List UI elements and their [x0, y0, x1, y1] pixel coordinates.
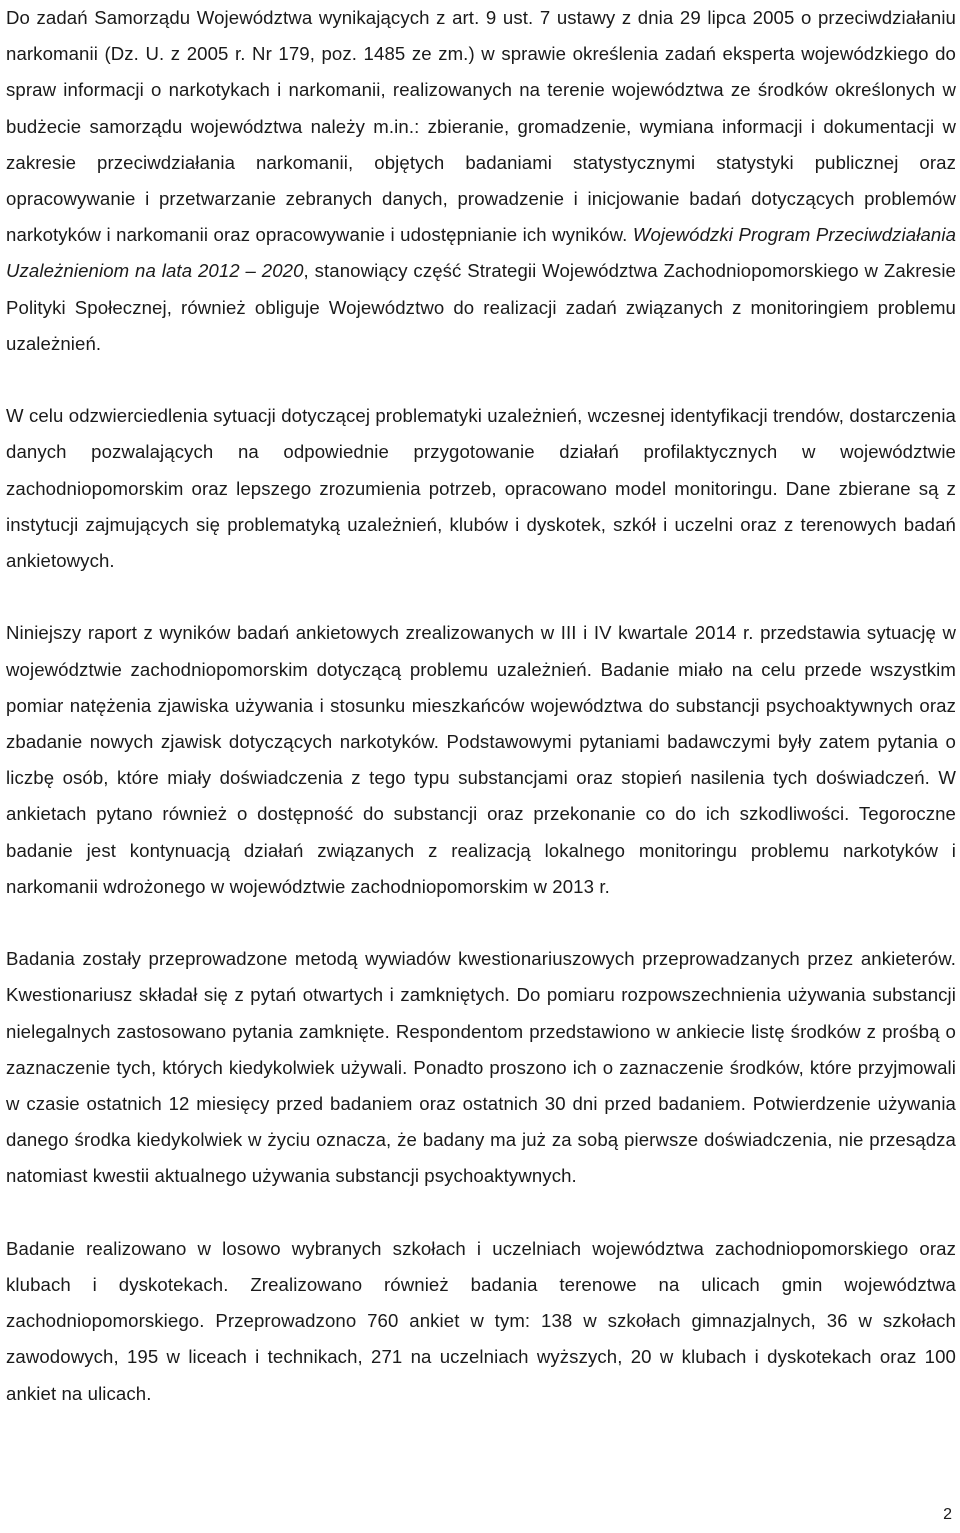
report-scope-text: Niniejszy raport z wyników badań ankietowych zrealizowanych w III i IV kwartale 2014 r. przedstawia sytuację w województwie zachodniopomorskim dotyczącą problemu uzależnień. Badanie miało na celu przede wszystkim pomiar natężenia zjawiska używania i stosunku mieszkańców województwa do substancji psychoaktywnych oraz zbadanie nowych zjawisk dotyczących narkotyków. Podstawowymi pytaniami badawczymi były zatem pytania o liczbę osób, które miały doświadczenia z tego typu substancjami oraz stopień nasilenia tych doświadczeń. W ankietach pytano również o dostępność do substancji oraz przekonanie co do ich szkodliwości. Tegoroczne badanie jest kontynuacją działań związanych z realizacją lokalnego monitoringu problemu narkotyków i narkomanii wdrożonego w województwie zachodniopomorskim w 2013 r.: [6, 622, 956, 897]
paragraph-methodology: [6, 941, 956, 1194]
paragraph-legal-basis: [6, 0, 956, 362]
paragraph-report-scope: [6, 615, 956, 905]
legal-basis-text-cont: , stanowiący część Strategii Województwa Zachodniopomorskiego w Zakresie Polityki Społecznej, również obliguje Województwo do realizacji zadań związanych z monitoringiem problemu uzależnień.: [6, 260, 956, 354]
document-page: [6, 0, 956, 1412]
program-title: Wojewódzki Program Przeciwdziałania Uzależnieniom na lata 2012 – 2020: [6, 224, 957, 282]
sample-text: Badanie realizowano w losowo wybranych szkołach i uczelniach województwa zachodniopomorskiego oraz klubach i dyskotekach. Zrealizowano również badania terenowe na ulicach gmin województwa zachodniopomorskiego. Przeprowadzono 760 ankiet w tym: 138 w szkołach gimnazjalnych, 36 w szkołach zawodowych, 195 w liceach i technikach, 271 na uczelniach wyższych, 20 w klubach i dyskotekach oraz 100 ankiet na ulicach.: [6, 1237, 956, 1404]
monitoring-model-text: W celu odzwierciedlenia sytuacji dotyczącej problematyki uzależnień, wczesnej identyfikacji trendów, dostarczenia danych pozwalających na odpowiednie przygotowanie działań profilaktycznych w województwie zachodniopomorskim oraz lepszego zrozumienia potrzeb, opracowano model monitoringu. Dane zbierane są z instytucji zajmujących się problematyką uzależnień, klubów i dyskotek, szkół i uczelni oraz z terenowych badań ankietowych.: [6, 405, 956, 572]
paragraph-sample: [6, 1231, 956, 1412]
methodology-text: Badania zostały przeprowadzone metodą wywiadów kwestionariuszowych przeprowadzanych przez ankieterów. Kwestionariusz składał się z pytań otwartych i zamkniętych. Do pomiaru rozpowszechnienia używania substancji nielegalnych zastosowano pytania zamknięte. Respondentom przedstawiono w ankiecie listę środków z prośbą o zaznaczenie tych, których kiedykolwiek używali. Ponadto proszono ich o zaznaczenie środków, które przyjmowali w czasie ostatnich 12 miesięcy przed badaniem oraz ostatnich 30 dni przed badaniem. Potwierdzenie używania danego środka kiedykolwiek w życiu oznacza, że badany ma już za sobą pierwsze doświadczenia, nie przesądza natomiast kwestii aktualnego używania substancji psychoaktywnych.: [6, 948, 956, 1187]
legal-basis-text: Do zadań Samorządu Województwa wynikających z art. 9 ust. 7 ustawy z dnia 29 lipca 2005 o przeciwdziałaniu narkomanii (Dz. U. z 2005 r. Nr 179, poz. 1485 ze zm.) w sprawie określenia zadań eksperta wojewódzkiego do spraw informacji o narkotykach i narkomanii, realizowanych na terenie województwa ze środków określonych w budżecie samorządu województwa należy m.in.: zbieranie, gromadzenie, wymiana informacji i dokumentacji w zakresie przeciwdziałania narkomanii, objętych badaniami statystycznymi statystyki publicznej oraz opracowywanie i przetwarzanie zebranych danych, prowadzenie i inicjowanie badań dotyczących problemów narkotyków i narkomanii oraz opracowywanie i udostępnianie ich wyników.: [6, 7, 956, 246]
paragraph-monitoring-model: [6, 398, 956, 579]
page-number: 2: [943, 1506, 952, 1523]
